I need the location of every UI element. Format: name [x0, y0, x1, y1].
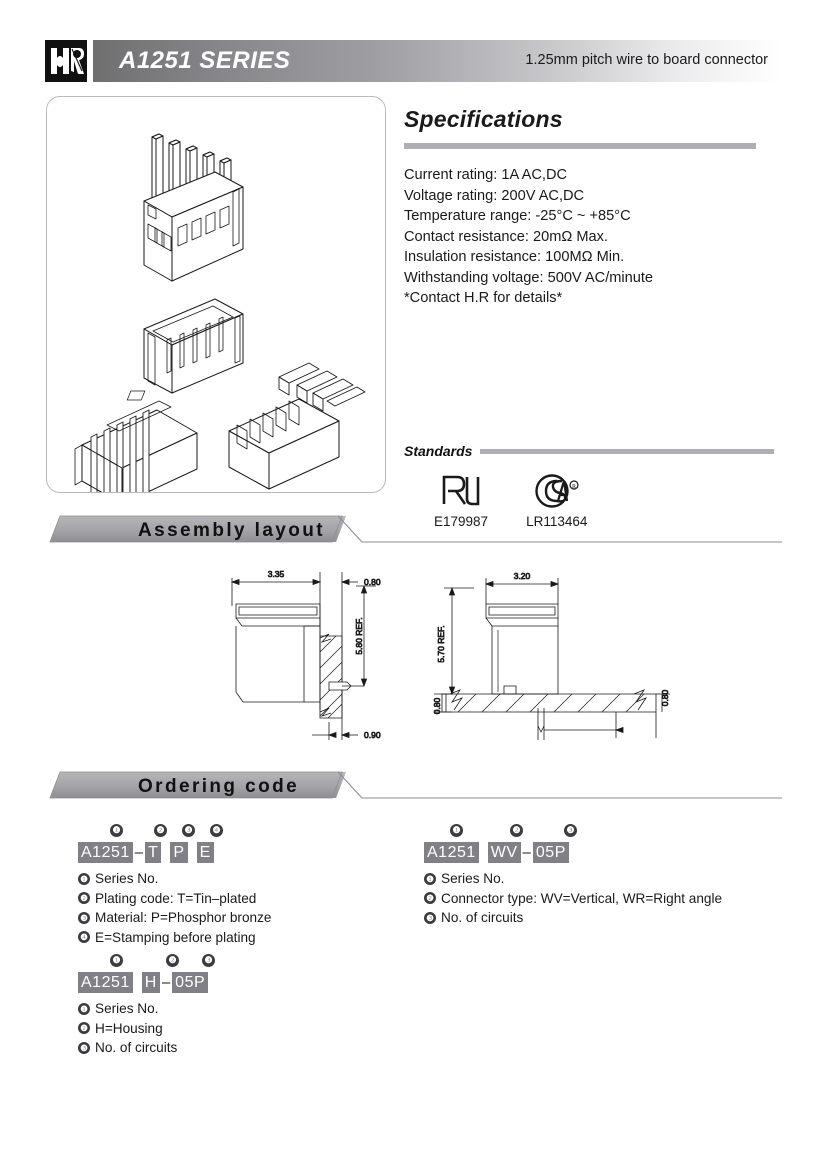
spec-item: Voltage rating: 200V AC,DC	[404, 187, 585, 204]
dim-0-90: 0.90	[364, 730, 381, 740]
legend-marker: ❸	[424, 912, 436, 924]
spec-item: Insulation resistance: 100MΩ Min.	[404, 249, 625, 265]
code-part-material: P	[170, 842, 187, 863]
legend-item	[424, 908, 764, 928]
legend-text: Series No.	[95, 1001, 159, 1016]
marker-2: ❷	[166, 954, 179, 967]
code-part-series: A1251	[78, 972, 133, 993]
dim-0-80-board-right: 0.80	[660, 689, 670, 707]
csa-file-number: LR113464	[526, 514, 588, 529]
legend-marker: ❷	[78, 1022, 90, 1034]
spec-item: Contact resistance: 20mΩ Max.	[404, 228, 608, 245]
ul-mark-icon	[439, 471, 483, 511]
code-row-terminal	[78, 824, 378, 864]
ordering-code-housing	[78, 954, 378, 1058]
legend-marker: ❶	[424, 873, 436, 885]
spec-item: Current rating: 1A AC,DC	[404, 167, 568, 183]
legend-text: Connector type: WV=Vertical, WR=Right angle	[441, 890, 723, 906]
marker-3: ❸	[202, 954, 215, 967]
marker-3: ❸	[182, 824, 195, 837]
code-part-series: A1251	[424, 842, 479, 863]
code-string-wafer	[424, 841, 569, 863]
legend-terminal	[78, 869, 378, 947]
legend-housing	[78, 999, 378, 1058]
legend-item	[78, 908, 378, 928]
legend-text: Material: P=Phosphor bronze	[95, 910, 272, 925]
page-title: A1251 SERIES	[119, 47, 291, 74]
code-part-series: A1251	[78, 842, 133, 863]
legend-marker: ❶	[78, 873, 90, 885]
svg-text:R: R	[571, 484, 576, 490]
assembly-layout-title: Assembly layout	[138, 520, 325, 541]
standards-header	[404, 443, 774, 459]
legend-wafer	[424, 869, 764, 928]
legend-marker: ❶	[78, 1003, 90, 1015]
legend-text: Series No.	[95, 871, 159, 886]
company-logo	[45, 40, 87, 82]
dim-3-20: 3.20	[513, 571, 531, 581]
code-string-housing	[78, 971, 208, 993]
legend-text: E=Stamping before plating	[95, 929, 256, 945]
ordering-code-title: Ordering code	[138, 776, 300, 797]
legend-text: Plating code: T=Tin–plated	[95, 890, 257, 906]
right-drawing	[434, 578, 670, 740]
standards-title: Standards	[404, 443, 473, 459]
spec-item: *Contact H.R for details*	[404, 290, 563, 306]
legend-marker: ❷	[424, 892, 436, 904]
assembly-layout-section-header	[46, 512, 782, 550]
marker-2: ❷	[510, 824, 523, 837]
ordering-code-section-header	[46, 768, 782, 806]
legend-marker: ❸	[78, 1042, 90, 1054]
code-row-housing	[78, 954, 378, 994]
page-header	[45, 40, 782, 82]
dim-5-80-ref: 5.80 REF.	[354, 617, 364, 655]
marker-1: ❶	[110, 954, 123, 967]
marker-4: ❹	[210, 824, 223, 837]
legend-item	[424, 869, 764, 889]
legend-marker: ❷	[78, 892, 90, 904]
header-subtitle: 1.25mm pitch wire to board connector	[525, 52, 768, 68]
standards-divider	[480, 449, 774, 454]
product-illustration	[46, 96, 386, 493]
legend-text: No. of circuits	[441, 910, 524, 925]
header-banner	[93, 40, 782, 82]
specifications-section	[404, 106, 774, 309]
marker-1: ❶	[450, 824, 463, 837]
ordering-code-terminal	[78, 824, 378, 947]
specifications-title: Specifications	[404, 106, 563, 132]
specifications-divider	[404, 143, 756, 149]
spec-item: Withstanding voltage: 500V AC/minute	[404, 269, 654, 286]
legend-item	[78, 1019, 378, 1039]
spec-item: Temperature range: -25°C ~ +85°C	[404, 208, 631, 224]
legend-item	[424, 889, 764, 909]
code-string-terminal	[78, 841, 214, 863]
code-part-plating: T	[145, 842, 161, 863]
code-part-circuits: 05P	[172, 972, 208, 993]
legend-marker: ❸	[78, 912, 90, 924]
legend-text: No. of circuits	[95, 1040, 178, 1055]
legend-item	[78, 869, 378, 889]
ul-file-number: E179987	[434, 514, 489, 529]
code-separator: –	[522, 843, 531, 861]
code-separator: –	[134, 843, 144, 861]
dim-5-70-ref: 5.70 REF.	[436, 625, 446, 663]
specifications-list	[404, 165, 774, 309]
dim-0-80-board-left: 0.80	[432, 697, 442, 715]
legend-text: Series No.	[441, 871, 505, 886]
code-part-housing: H	[142, 972, 160, 993]
assembly-layout-drawings	[46, 560, 782, 760]
code-part-circuits: 05P	[533, 842, 569, 863]
legend-item	[78, 889, 378, 909]
code-part-connector-type: WV	[488, 842, 521, 863]
legend-item	[78, 1038, 378, 1058]
legend-text: H=Housing	[95, 1020, 163, 1036]
marker-2: ❷	[154, 824, 167, 837]
csa-mark-icon	[531, 471, 583, 511]
code-row-wafer	[424, 824, 764, 864]
legend-item	[78, 999, 378, 1019]
dim-0-80-left: 0.80	[364, 577, 381, 587]
ordering-code-wafer	[424, 824, 764, 928]
dim-3-35: 3.35	[267, 569, 285, 579]
left-drawing	[232, 572, 376, 740]
marker-1: ❶	[110, 824, 123, 837]
marker-3: ❸	[564, 824, 577, 837]
code-part-stamping: E	[197, 842, 214, 863]
legend-marker: ❹	[78, 931, 90, 943]
legend-item	[78, 928, 378, 948]
code-separator: –	[161, 973, 171, 991]
